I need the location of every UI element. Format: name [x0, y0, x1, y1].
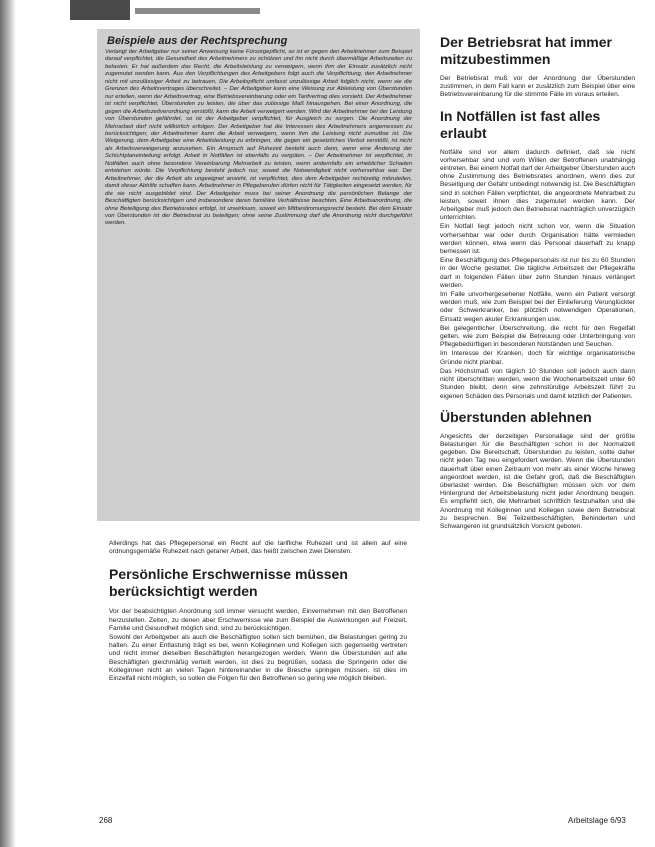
journal-issue: Arbeitslage 6/93 [568, 816, 626, 825]
right-paragraph-7: Im Interesse der Kranken, doch für wichtige organisatorische Gründe nicht planbar. [440, 350, 635, 366]
right-paragraph-6: Bei gelegentlicher Überschreitung, die nicht für den Regelfall gelten, wie zum Beispiel die Betreuung oder Unterbringung von Pflegebedürftigen in besonderen Notständen und Seuchen. [440, 324, 635, 349]
scan-shadow-edge [0, 0, 16, 847]
heading-emergencies: In Notfällen ist fast alles erlaubt [440, 107, 601, 141]
right-column [440, 34, 635, 532]
right-paragraph-3: Ein Notfall liegt jedoch nicht schon vor, wenn die Situation vorhersehbar war oder durch Organisation hätte vermieden werden können, etwa wenn das Personal dauerhaft zu knapp bemessen ist. [440, 223, 635, 256]
left-paragraph-1: Vor der beabsichtigten Anordnung soll immer versucht werden, Einvernehmen mit den Betroffenen herzustellen. Zeiten, zu denen aber Erschwernisse wie zum Beispiel die Auswirkungen auf Freizeit, Familie und Gesundheit möglich sind, sind zu berücksichtigen. [109, 608, 407, 632]
case-law-box-title: Beispiele aus der Rechtsprechung [107, 35, 288, 47]
left-column [109, 540, 407, 684]
left-intro-paragraph: Allerdings hat das Pflegepersonal ein Recht auf die tarifliche Ruhezeit und ist allein auf eine ordnungsgemäße Ruhezeit nach getaner Arbeit, das heißt zwischen zwei Diensten. [109, 540, 407, 556]
right-paragraph-1: Der Betriebsrat muß vor der Anordnung der Überstunden zustimmen, in dem Fall kann er zusätzlich zum Beispiel über eine Betriebsvereinbarung für die stimmte Fälle im voraus erteilen. [440, 75, 635, 99]
heading-personal-hardships: Persönliche Erschwernisse müssen berücksichtigt werden [109, 566, 348, 600]
right-paragraph-5: Im Falle unvorhergesehener Notfälle, wenn ein Patient versorgt werden muß, wie zum Beispiel bei der Einlieferung Verunglückter oder Schwerkranker, bei plötzlich notwendigen Operationen, Einsatz wegen akuter Erkrankungen usw. [440, 291, 635, 323]
right-paragraph-8: Das Höchstmaß von täglich 10 Stunden soll jedoch auch dann nicht überschritten werden, wenn die Wochenarbeitszeit unter 60 Stunden bleibt, denn eine zehnstündige Arbeitszeit führt zu eigenen Schäden des Personals und damit letztlich der Patienten. [440, 367, 635, 400]
right-paragraph-9: Angesichts der derzeitigen Personallage sind der größte Belastungen für die Beschäftigten schon in der Normalzeit gegeben. Die Bereitschaft, Überstunden zu leisten, sollte daher nicht jeden Tag neu eingefordert werden. Wenn die Überstunden dauerhaft über einen Zeitraum von mehr als einer Woche hinweg angeordnet werden, ist die Gefahr groß, daß die Beschäftigten überlastet werden. Die Beschäftigten müssen sich vor dem Hintergrund der Arbeitsbelastung nicht jeder Anordnung beugen. Es empfiehlt sich, die Mehrarbeit schriftlich festzuhalten und die Anordnung mit Kolleginnen und Kollegen sowie dem Betriebsrat zu besprechen. Bei Teilzeitbeschäftigten, Behinderten und Schwangeren ist grundsätzlich Vorsicht geboten. [440, 432, 635, 530]
heading-refuse-overtime: Überstunden ablehnen [440, 408, 592, 425]
right-paragraph-2: Notfälle sind vor allem dadurch definiert, daß sie nicht vorhersehbar sind und vom Willen der Betroffenen unabhängig eintreten. Bei einem Notfall darf der Arbeitgeber Überstunden auch ohne Zustimmung des Betriebsrates anordnen, wenn dies zur Beseitigung der Gefahr unbedingt notwendig ist. Die Beschäftigten sind in solchen Fällen verpflichtet, die angeordnete Mehrarbeit zu leisten, soweit ihnen dies zugemutet werden kann. Der Arbeitgeber muß jedoch den Betriebsrat nachträglich unverzüglich unterrichten. [440, 148, 635, 222]
heading-works-council: Der Betriebsrat hat immer mitzubestimmen [440, 34, 612, 67]
case-law-box [97, 29, 420, 521]
right-paragraph-4: Eine Beschäftigung des Pflegepersonals ist nur bis zu 60 Stunden in der Woche gestattet. Die tägliche Arbeitszeit der Pflegekräfte darf in folgenden Fällen über zehn Stunden hinaus verlängert werden. [440, 257, 635, 289]
header-rule-block [70, 0, 130, 20]
left-paragraph-2: Sowohl der Arbeitgeber als auch die Beschäftigten sollen sich bemühen, die Belastungen gering zu halten. Zu einer Entlastung trägt es bei, wenn Kolleginnen und Kollegen sich gegenseitig vertreten und nicht immer dieselben Beschäftigten herangezogen werden. Wenn die Überstunden auf alle Beschäftigten gleichmäßig verteilt werden, ist dies zu begrüßen, sodass die Springerin oder die Kolleginnen nicht an vielen Tagen hintereinander in die Bresche springen müssen. Ist dies im Einzelfall nicht möglich, so sollen die Folgen für den Betroffenen so gering wie möglich bleiben. [109, 634, 407, 683]
header-rule-line [135, 8, 260, 14]
case-law-box-text: Verlangt der Arbeitgeber nur seiner Anweisung keine Fürsorgepflicht, so ist er gegen den Arbeitnehmer zum Beispiel darauf verpflichtet, die Gesundheit des Arbeitnehmers zu schützen und ihn nicht durch übermäßige Arbeitszeiten zu belasten. Er hat außerdem das Recht, die Arbeitsleistung zu verweigern, wenn ihm der Einsatz zusätzlich nicht zugemutet werden kann. Aus den Verpflichtungen des Arbeitgebers folgt auch die Verpflichtung, den Arbeitnehmer nicht mit unzulässiger Arbeit zu betrauen. Die Arbeitspflicht umfasst unzulässige Arbeit folglich nicht, wenn sie die Grenzen des Arbeitsvertrages überschreitet. – Der Arbeitgeber kann eine Weisung zur Ableistung von Überstunden nur erteilen, wenn der Arbeitsvertrag, eine Betriebsvereinbarung oder ein Tarifvertrag dies vorsieht. Der Arbeitnehmer ist nicht verpflichtet, Überstunden zu leisten, die über das zulässige Maß hinausgehen. Bei einer Anordnung, die gegen die Arbeitszeitverordnung verstößt, kann die Arbeit verweigert werden. Wird der Arbeitnehmer bei der Leistung von Überstunden gefährdet, so ist der Arbeitgeber verpflichtet, für Ausgleich zu sorgen. Die Anordnung der Mehrarbeit darf nicht willkürlich erfolgen. Der Arbeitgeber hat die Interessen des Arbeitnehmers angemessen zu berücksichtigen; der Arbeitnehmer kann die Arbeit verweigern, wenn ihm die Leistung nicht zumutbar ist. Die Weigerung, dem Arbeitgeber eine Arbeitsleistung zu erbringen, die gegen ein gesetzliches Verbot verstößt, ist nicht als Arbeitsverweigerung anzusehen. Ein Anspruch auf Ruhezeit besteht auch dann, wenn eine Änderung der Schichtplaneinteilung erfolgt. Arbeit in Notfällen ist ebenfalls zu vergüten. – Der Arbeitnehmer ist verpflichtet, in Notfällen auch ohne besondere Vereinbarung Mehrarbeit zu leisten, wenn andernfalls ein erheblicher Schaden entstehen würde. Die Verpflichtung besteht jedoch nur, soweit die Notwendigkeit nicht vorhersehbar war. Der Arbeitnehmer, der die Arbeit als ungeeignet ansieht, ist verpflichtet, dies dem Arbeitgeber rechtzeitig mitzuteilen, damit dieser Abhilfe schaffen kann. Arbeitnehmer in Pflegeberufen dürfen nicht für Tätigkeiten eingesetzt werden, für die sie nicht ausgebildet sind. Der Arbeitgeber muss bei seiner Anordnung die persönlichen Belange der Beschäftigten berücksichtigen und insbesondere deren familiäre Verhältnisse beachten. Eine Arbeitsanordnung, die ohne Beteiligung des Betriebsrates erfolgt, ist unwirksam, soweit ein Mitbestimmungsrecht besteht. Bei dem Einsatz von Überstunden ist der Betriebsrat zu beteiligen; ohne seine Zustimmung darf die Anordnung nicht durchgeführt werden. [105, 49, 412, 227]
page-number: 268 [99, 816, 113, 825]
